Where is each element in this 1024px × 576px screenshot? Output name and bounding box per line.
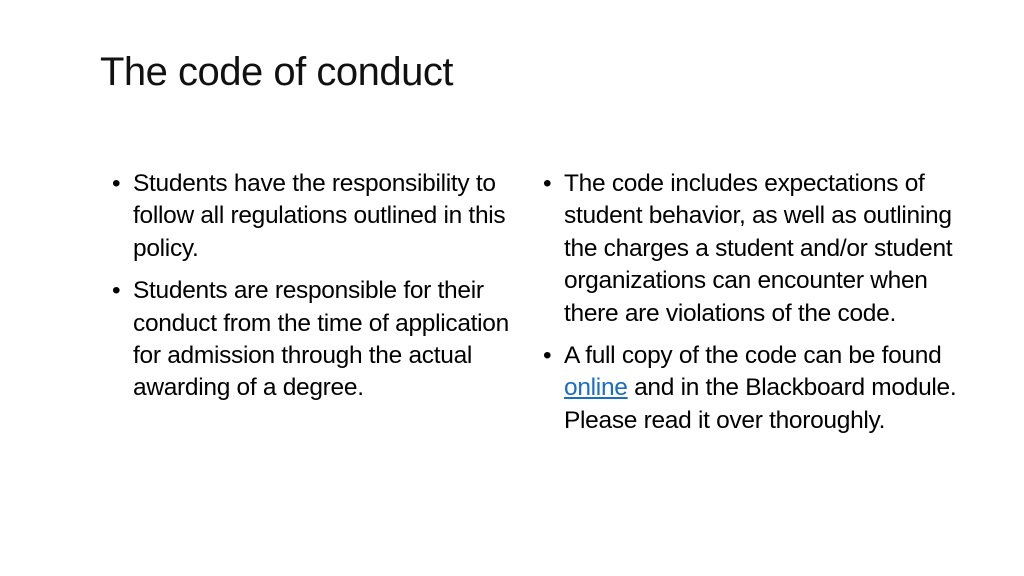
bullet-icon: • <box>112 170 121 197</box>
slide-title: The code of conduct <box>100 50 453 94</box>
bullet-icon: • <box>543 342 552 370</box>
online-link[interactable]: online <box>564 374 628 402</box>
bullet-item <box>112 275 512 405</box>
bullet-item <box>112 168 512 265</box>
bullet-text: Students have the responsibility to follow all regulations outlined in this policy. <box>133 170 506 262</box>
bullet-icon: • <box>543 170 552 197</box>
bullet-text-after-link: and in the Blackboard module. Please read it over thoroughly. <box>564 374 957 434</box>
bullet-item <box>543 340 973 437</box>
bullet-text: Students are responsible for their conduct from the time of application for admission through the actual awarding of a degree. <box>133 277 509 402</box>
bullet-item <box>543 168 973 330</box>
left-bullet-list <box>112 168 512 415</box>
right-bullet-list <box>543 168 973 447</box>
bullet-icon: • <box>112 277 121 305</box>
bullet-text: The code includes expectations of student behavior, as well as outlining the charges a student and/or student organizations can encounter when there are violations of the code. <box>564 170 953 327</box>
bullet-text-before-link: A full copy of the code can be found <box>564 342 942 370</box>
